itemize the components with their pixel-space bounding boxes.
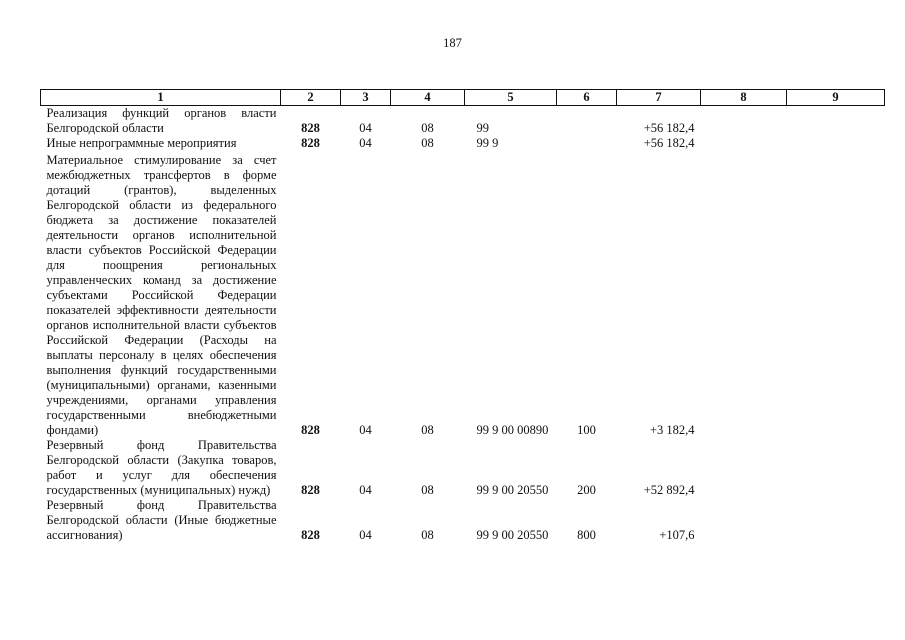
budget-table [40,89,885,543]
page-number: 187 [443,36,462,50]
table-row [41,438,885,498]
row-col9 [787,151,885,438]
row-csr: 99 [476,121,489,135]
row-sum: +56 182,4 [643,121,695,135]
row-gr: 828 [301,483,320,497]
row-vr: 800 [577,528,596,542]
row-col9 [787,106,885,137]
column-header-5: 5 [465,90,557,106]
row-name: Реализация функций органов власти Белгородской области [46,106,277,135]
row-col8 [701,151,787,438]
table-row [41,136,885,151]
column-header-4: 4 [391,90,465,106]
row-col8 [701,438,787,498]
row-rz: 04 [359,121,372,135]
row-col9 [787,136,885,151]
table-header-row [41,90,885,106]
row-name: Материальное стимулирование за счет межбюджетных трансфертов в форме дотаций (грантов), выделенных Белгородской области из федерального бюджета за достижение показателей деятельности органов исполнительной власти субъектов Российской Федерации для поощрения региональных управленческих команд за достижение субъектами Российской Федерации показателей эффективности деятельности органов исполнительной власти субъектов Российской Федерации (Расходы на выплаты персоналу в целях обеспечения выполнения функций государственными (муниципальными) органами, казенными учреждениями, органами управления государственными внебюджетными фондами) [46,153,277,437]
row-csr: 99 9 00 20550 [476,483,549,497]
row-vr: 200 [577,483,596,497]
row-csr: 99 9 [476,136,499,150]
row-vr [557,106,617,137]
row-gr: 828 [301,136,320,150]
row-rz: 04 [359,423,372,437]
row-gr: 828 [301,121,320,135]
row-col8 [701,498,787,543]
row-gr: 828 [301,423,320,437]
table-row [41,151,885,438]
row-csr: 99 9 00 20550 [476,528,549,542]
column-header-1: 1 [41,90,281,106]
row-col8 [701,136,787,151]
row-gr: 828 [301,528,320,542]
column-header-3: 3 [341,90,391,106]
row-col8 [701,106,787,137]
row-vr [557,136,617,151]
row-col9 [787,438,885,498]
row-rz: 04 [359,528,372,542]
column-header-9: 9 [787,90,885,106]
column-header-2: 2 [281,90,341,106]
row-pr: 08 [421,121,434,135]
row-name: Иные непрограммные мероприятия [46,136,237,150]
row-vr: 100 [577,423,596,437]
row-pr: 08 [421,528,434,542]
row-col9 [787,498,885,543]
row-sum: +3 182,4 [649,423,695,437]
table-row [41,106,885,137]
column-header-7: 7 [617,90,701,106]
column-header-6: 6 [557,90,617,106]
row-pr: 08 [421,423,434,437]
column-header-8: 8 [701,90,787,106]
row-sum: +56 182,4 [643,136,695,150]
row-csr: 99 9 00 00890 [476,423,549,437]
row-sum: +52 892,4 [643,483,695,497]
table-row [41,498,885,543]
row-pr: 08 [421,483,434,497]
row-rz: 04 [359,483,372,497]
row-pr: 08 [421,136,434,150]
row-rz: 04 [359,136,372,150]
row-name: Резервный фонд Правительства Белгородской области (Закупка товаров, работ и услуг для обеспечения государственных (муниципальных) нужд) [46,438,277,497]
row-name: Резервный фонд Правительства Белгородской области (Иные бюджетные ассигнования) [46,498,277,542]
row-sum: +107,6 [659,528,695,542]
